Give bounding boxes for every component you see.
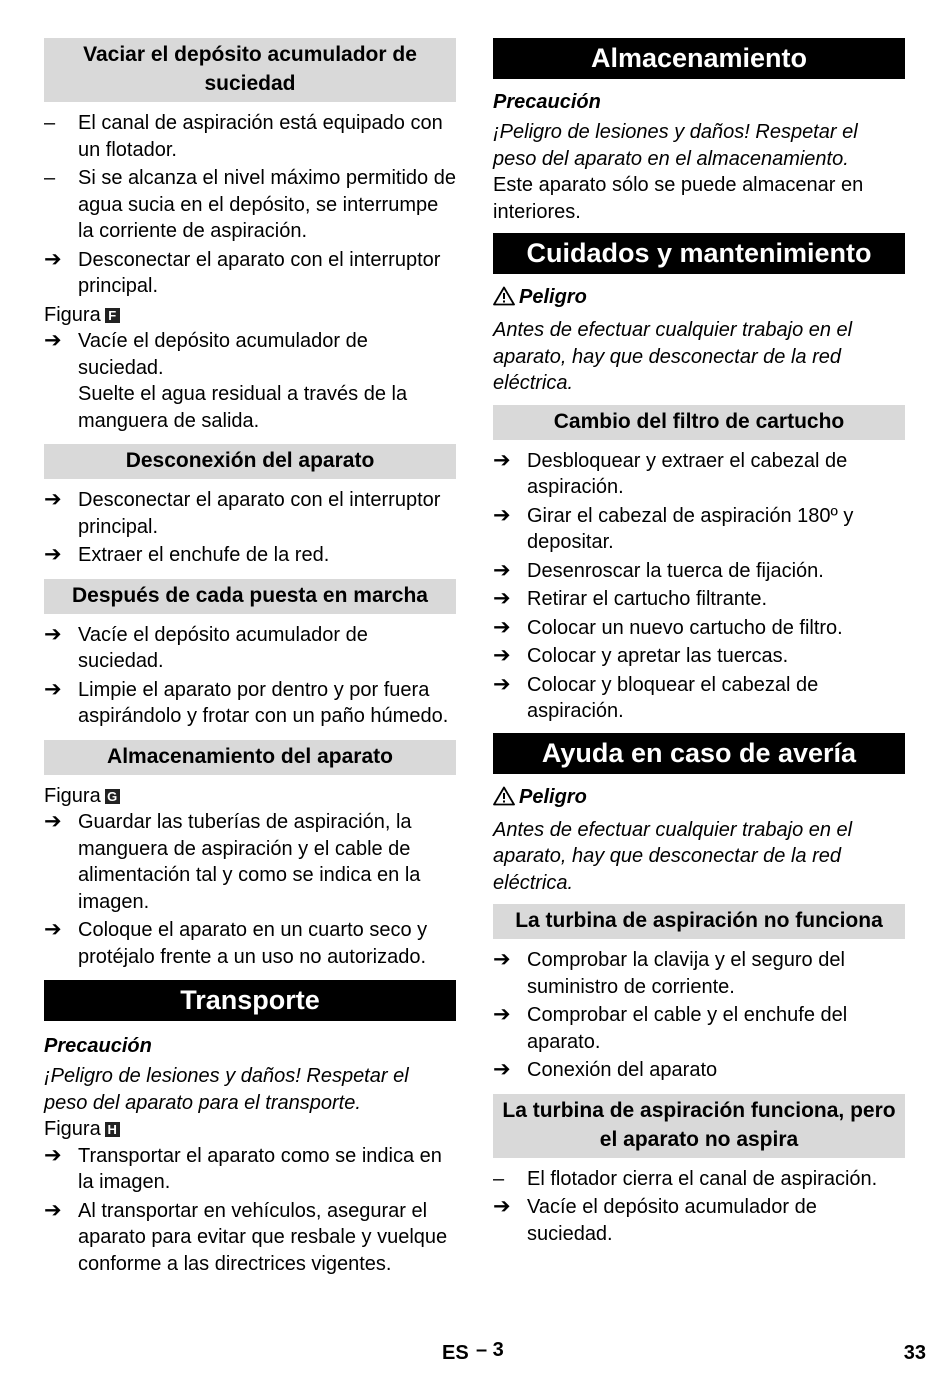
caution-label: Precaución xyxy=(493,91,601,113)
footer-section-number: – 3 xyxy=(476,1339,504,1361)
arrow-icon: ➔ xyxy=(44,1198,62,1222)
list-item: ➔ Limpie el aparato por dentro y por fuera aspirándolo y frotar con un paño húmedo. xyxy=(44,677,456,730)
arrow-icon: ➔ xyxy=(493,1058,511,1081)
arrow-icon: ➔ xyxy=(493,615,511,639)
caution-label: Precaución xyxy=(44,1035,152,1057)
list-item: ➔ Colocar y bloquear el cabezal de aspiración. xyxy=(493,672,905,725)
section-heading-cuidados: Cuidados y mantenimiento xyxy=(493,233,905,274)
arrow-icon: ➔ xyxy=(44,810,62,833)
list-item: – El flotador cierra el canal de aspiración. xyxy=(493,1166,905,1193)
figure-reference: Figura G xyxy=(44,783,456,810)
figure-letter-badge: H xyxy=(105,1122,120,1137)
arrow-icon: ➔ xyxy=(493,587,511,610)
warning-triangle-icon xyxy=(493,286,515,313)
list-item: ➔ Vacíe el depósito acumulador de suciedad. xyxy=(44,328,456,381)
list-item: ➔ Conexión del aparato xyxy=(493,1057,905,1084)
section-heading-almacenamiento: Almacenamiento xyxy=(493,38,905,79)
list-item: ➔ Transportar el aparato como se indica en la imagen. xyxy=(44,1143,456,1196)
dash-marker: – xyxy=(493,1167,505,1190)
list-item: ➔ Al transportar en vehículos, asegurar el aparato para evitar que resbale y vuelque conforme a las directrices vigentes. xyxy=(44,1198,456,1278)
list-item: ➔ Coloque el aparato en un cuarto seco y protéjalo frente a un uso no autorizado. xyxy=(44,917,456,970)
caution-text: ¡Peligro de lesiones y daños! Respetar el peso del aparato en el almacenamiento. xyxy=(493,121,858,170)
dash-marker: – xyxy=(44,112,56,134)
arrow-icon: ➔ xyxy=(493,948,511,971)
arrow-icon: ➔ xyxy=(44,488,62,511)
arrow-icon: ➔ xyxy=(493,558,511,582)
footer-language: ES xyxy=(442,1342,469,1364)
list-item: ➔ Colocar y apretar las tuercas. xyxy=(493,643,905,670)
arrow-icon: ➔ xyxy=(44,918,62,941)
section-heading-turbina-no-funciona: La turbina de aspiración no funciona xyxy=(493,904,905,939)
figure-letter-badge: G xyxy=(105,789,120,804)
continuation-text: Suelte el agua residual a través de la manguera de salida. xyxy=(78,383,408,432)
section-heading-transporte: Transporte xyxy=(44,980,456,1021)
danger-text: Antes de efectuar cualquier trabajo en el aparato, hay que desconectar de la red eléctrica. xyxy=(493,818,853,894)
caution-text: ¡Peligro de lesiones y daños! Respetar el peso del aparato para el transporte. xyxy=(44,1065,409,1114)
arrow-icon: ➔ xyxy=(493,672,511,696)
arrow-icon: ➔ xyxy=(493,644,511,667)
arrow-icon: ➔ xyxy=(44,247,62,271)
arrow-icon: ➔ xyxy=(44,677,62,701)
section-heading-despues: Después de cada puesta en marcha xyxy=(44,579,456,614)
list-item: ➔ Extraer el enchufe de la red. xyxy=(44,542,456,569)
list-item: ➔ Vacíe el depósito acumulador de suciedad. xyxy=(493,1194,905,1247)
arrow-icon: ➔ xyxy=(44,622,62,646)
left-column xyxy=(44,38,456,1279)
danger-text: Antes de efectuar cualquier trabajo en el aparato, hay que desconectar de la red eléctrica. xyxy=(493,319,853,394)
list-item: ➔ Comprobar la clavija y el seguro del suministro de corriente. xyxy=(493,947,905,1000)
list-item: ➔ Colocar un nuevo cartucho de filtro. xyxy=(493,615,905,642)
list-item: ➔ Guardar las tuberías de aspiración, la manguera de aspiración y el cable de alimentación tal y como se indica en la imagen. xyxy=(44,809,456,915)
body-text: Este aparato sólo se puede almacenar en interiores. xyxy=(493,174,864,223)
figure-letter-badge: F xyxy=(105,308,120,323)
section-heading-ayuda: Ayuda en caso de avería xyxy=(493,733,905,774)
section-heading-desconexion: Desconexión del aparato xyxy=(44,444,456,479)
list-item: ➔ Comprobar el cable y el enchufe del aparato. xyxy=(493,1002,905,1055)
page-number: 33 xyxy=(903,1342,926,1364)
arrow-icon: ➔ xyxy=(493,1195,511,1218)
dash-marker: – xyxy=(44,167,56,189)
danger-label: Peligro xyxy=(493,284,905,313)
arrow-icon: ➔ xyxy=(493,503,511,527)
figure-reference: Figura H xyxy=(44,1116,456,1143)
section-heading-almacenamiento-aparato: Almacenamiento del aparato xyxy=(44,740,456,775)
arrow-icon: ➔ xyxy=(44,329,62,352)
list-item: ➔ Girar el cabezal de aspiración 180º y depositar. xyxy=(493,503,905,556)
figure-reference: Figura F xyxy=(44,302,456,329)
list-item: ➔ Vacíe el depósito acumulador de suciedad. xyxy=(44,622,456,675)
list-item: ➔ Desconectar el aparato con el interruptor principal. xyxy=(44,487,456,540)
list-item: – El canal de aspiración está equipado con un flotador. xyxy=(44,110,456,163)
right-column xyxy=(493,38,905,1249)
arrow-icon: ➔ xyxy=(44,543,62,566)
list-item: ➔ Retirar el cartucho filtrante. xyxy=(493,586,905,613)
section-heading-turbina-no-aspira: La turbina de aspiración funciona, pero el aparato no aspira xyxy=(493,1094,905,1158)
arrow-icon: ➔ xyxy=(493,448,511,472)
list-item: – Si se alcanza el nivel máximo permitido de agua sucia en el depósito, se interrumpe la corriente de aspiración. xyxy=(44,165,456,245)
list-item: ➔ Desenroscar la tuerca de fijación. xyxy=(493,558,905,585)
arrow-icon: ➔ xyxy=(493,1003,511,1026)
danger-label: Peligro xyxy=(493,784,905,813)
list-item: ➔ Desbloquear y extraer el cabezal de aspiración. xyxy=(493,448,905,501)
section-heading-cambio-filtro: Cambio del filtro de cartucho xyxy=(493,405,905,440)
arrow-icon: ➔ xyxy=(44,1143,62,1167)
warning-triangle-icon xyxy=(493,786,515,813)
list-item: ➔ Desconectar el aparato con el interruptor principal. xyxy=(44,247,456,300)
section-heading-vaciar: Vaciar el depósito acumulador de suciedad xyxy=(44,38,456,102)
